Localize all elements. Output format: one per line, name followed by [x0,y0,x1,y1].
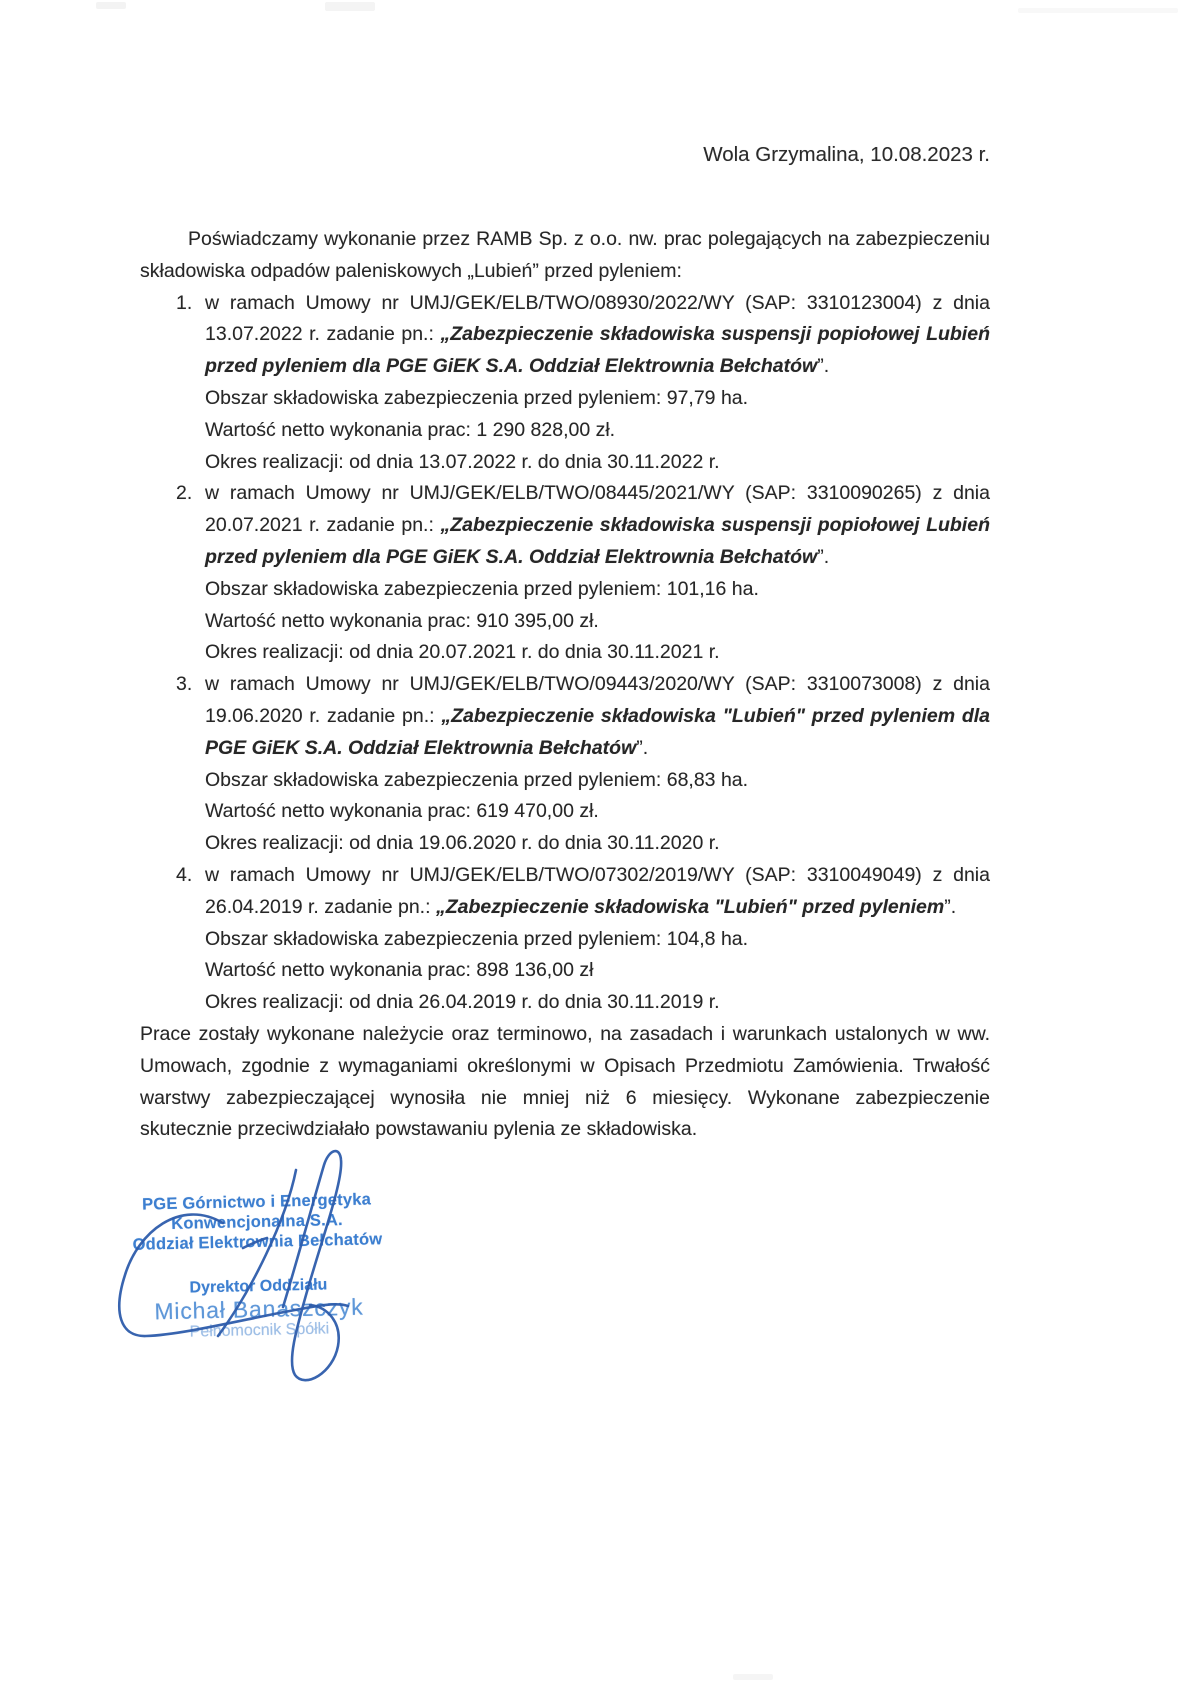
stamp-signatory-name: Michał Banaszczyk [154,1293,364,1325]
item-value: Wartość netto wykonania prac: 1 290 828,00 zł. [205,418,616,441]
intro-paragraph: Poświadczamy wykonanie przez RAMB Sp. z o.o. nw. prac polegających na zabezpieczeniu składowiska odpadów paleniskowych „Lubień” przed pyleniem: [140,228,990,282]
closing-paragraph: Prace zostały wykonane należycie oraz terminowo, na zasadach i warunkach ustalonych w ww. Umowach, zgodnie z wymaganiami określonymi w Opisach Przedmiotu Zamówienia. Trwałość warstwy zabezpieczającej wynosiła nie mniej niż 6 miesięcy. Wykonane zabezpieczenie skutecznie przeciwdziałało powstawaniu pylenia ze składowiska. [140,1022,990,1141]
signature-stroke [243,1238,267,1248]
scan-artifact [1018,8,1178,13]
item-title-suffix: ”. [817,355,830,378]
scan-artifact [96,2,126,9]
stamp-company: PGE Górnictwo i Energetyka Konwencjonalna S.A. [141,1190,372,1233]
item-lead: w ramach Umowy nr UMJ/GEK/ELB/TWO/09443/2020/WY (SAP: 3310073008) z dnia 19.06.2020 r. zadanie pn.: [205,673,990,727]
item-number: 1. [176,291,193,314]
item-title-suffix: ”. [817,545,830,568]
item-number: 3. [176,673,193,696]
date-line: Wola Grzymalina, 10.08.2023 r. [703,143,990,166]
item-period: Okres realizacji: od dnia 20.07.2021 r. do dnia 30.11.2021 r. [205,641,720,664]
item-task-title: „Zabezpieczenie składowiska suspensji popiołowej Lubień przed pyleniem dla PGE GiEK S.A. Oddział Elektrownia Bełchatów [205,323,990,378]
item-lead: w ramach Umowy nr UMJ/GEK/ELB/TWO/08930/2022/WY (SAP: 3310123004) z dnia 13.07.2022 r. zadanie pn.: [205,291,990,346]
stamp-subrole: Pełnomocnik Spółki [189,1320,330,1341]
item-lead-paragraph [205,860,990,924]
item-area: Obszar składowiska zabezpieczenia przed pyleniem: 97,79 ha. [205,386,749,409]
scan-artifact [733,1674,773,1680]
contract-item [140,669,990,860]
item-title-suffix: ”. [636,736,649,759]
scan-artifact [325,2,375,11]
contract-item [140,478,990,669]
contract-item [140,860,990,1019]
item-number: 4. [176,863,193,886]
item-area: Obszar składowiska zabezpieczenia przed pyleniem: 68,83 ha. [205,768,749,791]
item-lead-paragraph [205,669,990,764]
handwritten-signature [100,1140,380,1400]
contract-item [140,288,990,479]
item-period: Okres realizacji: od dnia 26.04.2019 r. do dnia 30.11.2019 r. [205,991,720,1014]
letter-body [140,224,990,1146]
item-period: Okres realizacji: od dnia 13.07.2022 r. do dnia 30.11.2022 r. [205,450,720,473]
item-number: 2. [176,482,193,505]
item-period: Okres realizacji: od dnia 19.06.2020 r. do dnia 30.11.2020 r. [205,832,720,855]
item-lead-paragraph [205,478,990,573]
item-area: Obszar składowiska zabezpieczenia przed pyleniem: 104,8 ha. [205,927,749,950]
item-lead-paragraph [205,288,990,383]
item-task-title: „Zabezpieczenie składowiska "Lubień" przed pyleniem [435,895,945,918]
signature-stroke [119,1215,348,1337]
stamp-branch: Oddział Elektrownia Bełchatów [132,1230,383,1254]
item-area: Obszar składowiska zabezpieczenia przed pyleniem: 101,16 ha. [205,577,759,600]
item-title-suffix: ”. [944,895,957,918]
item-task-title: „Zabezpieczenie składowiska suspensji popiołowej Lubień przed pyleniem dla PGE GiEK S.A. Oddział Elektrownia Bełchatów [205,514,990,568]
item-task-title: „Zabezpieczenie składowiska "Lubień" przed pyleniem dla PGE GiEK S.A. Oddział Elektrownia Bełchatów [205,704,990,759]
item-value: Wartość netto wykonania prac: 898 136,00 zł [205,959,594,982]
stamp-role: Dyrektor Oddziału [189,1276,328,1297]
item-lead: w ramach Umowy nr UMJ/GEK/ELB/TWO/07302/2019/WY (SAP: 3310049049) z dnia 26.04.2019 r. zadanie pn.: [205,863,990,918]
item-lead: w ramach Umowy nr UMJ/GEK/ELB/TWO/08445/2021/WY (SAP: 3310090265) z dnia 20.07.2021 r. zadanie pn.: [205,482,990,537]
item-value: Wartość netto wykonania prac: 910 395,00 zł. [205,609,599,632]
item-value: Wartość netto wykonania prac: 619 470,00 zł. [205,800,599,823]
